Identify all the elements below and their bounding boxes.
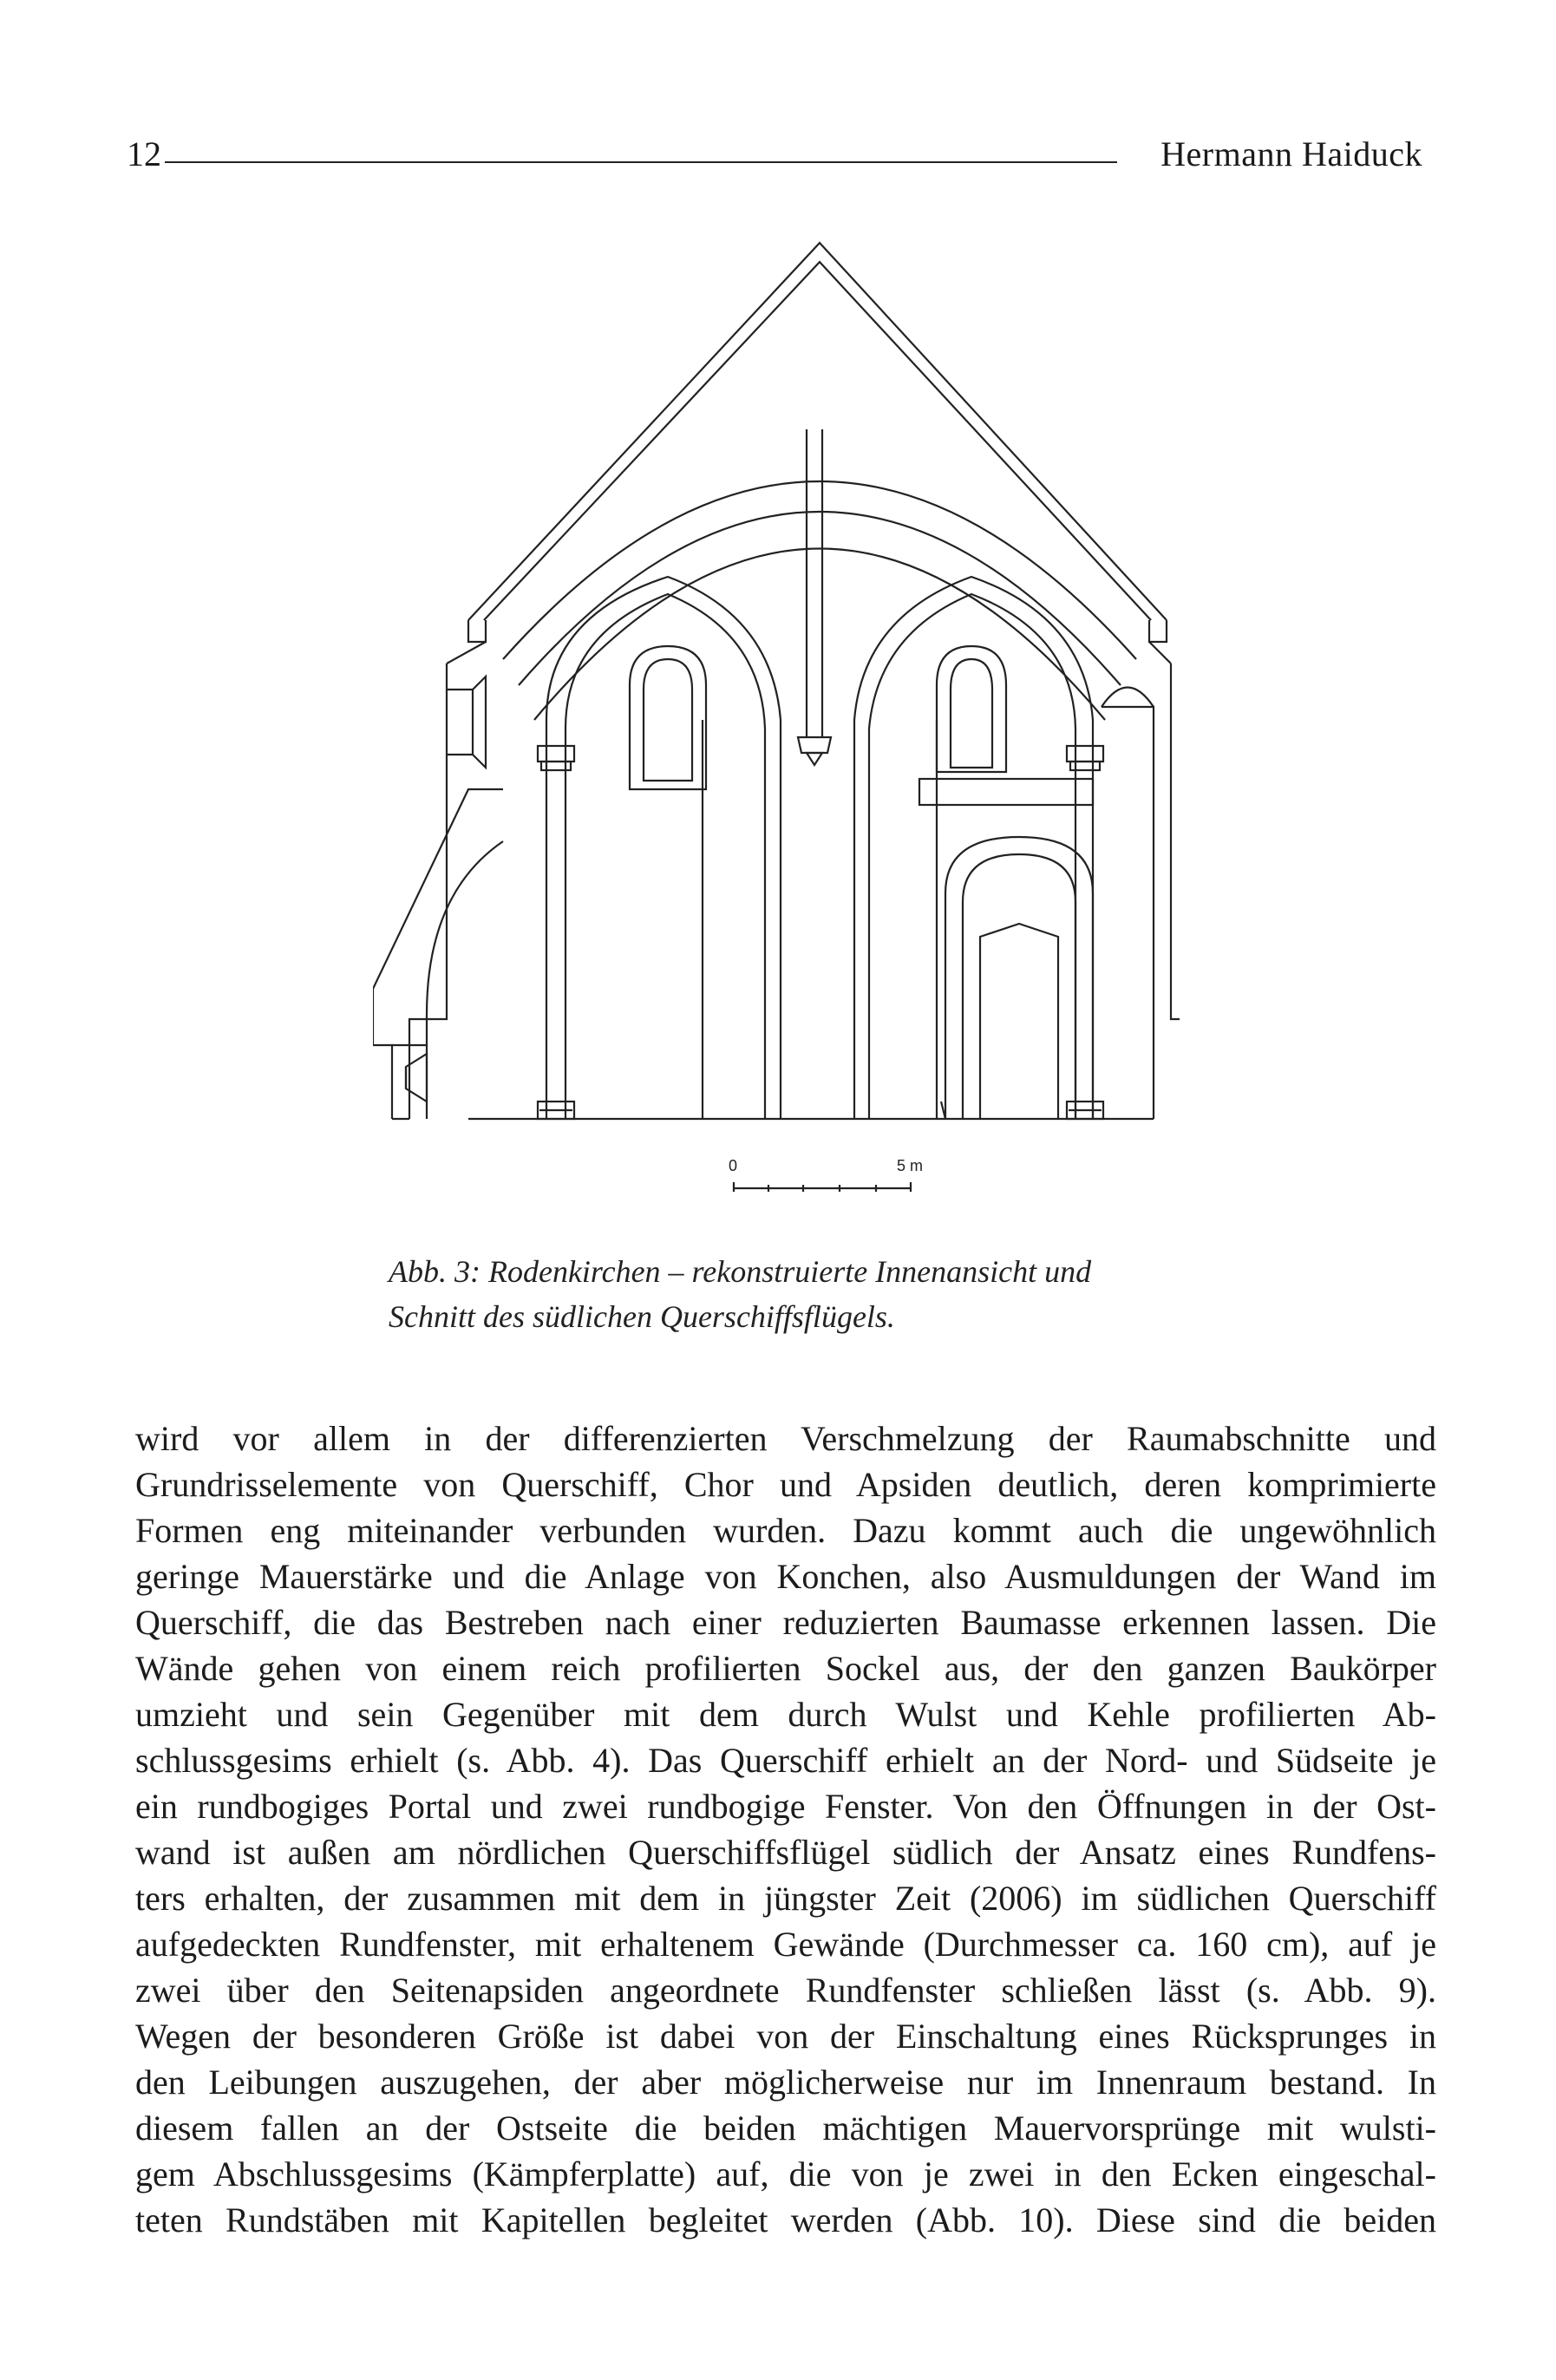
- caption-line-1: Abb. 3: Rodenkirchen – rekonstruierte Innenansicht und: [389, 1254, 1092, 1289]
- roof-gable-outer: [468, 243, 1167, 620]
- body-line: wand ist außen am nördlichen Querschiffsflügel südlich der Ansatz eines Rundfens-: [135, 1833, 1436, 1872]
- body-line: Grundrisselemente von Querschiff, Chor und Apsiden deutlich, deren komprimierte: [135, 1465, 1436, 1504]
- body-line: diesem fallen an der Ostseite die beiden mächtigen Mauervorsprünge mit wulsti-: [135, 2109, 1436, 2148]
- scale-end-label: 5 m: [897, 1157, 924, 1174]
- body-line: zwei über den Seitenapsiden angeordnete Rundfenster schließen lässt (s. Abb. 9).: [135, 1971, 1436, 2010]
- left-window: [630, 646, 706, 789]
- body-line: wird vor allem in der differenzierten Verschmelzung der Raumabschnitte und: [135, 1419, 1436, 1458]
- vault-third-arc: [534, 549, 1105, 721]
- body-line: gem Abschlussgesims (Kämpferplatte) auf, die von je zwei in den Ecken eingeschal-: [135, 2154, 1436, 2194]
- gallery-beam: [919, 779, 1093, 805]
- left-wall-outer: [409, 664, 447, 1119]
- body-line: Formen eng miteinander verbunden wurden. Dazu kommt auch die ungewöhnlich: [135, 1511, 1436, 1550]
- page-header: [127, 128, 1422, 180]
- body-paragraph: [135, 1416, 1436, 2243]
- header-rule: [165, 161, 1117, 163]
- left-apse-arch: [427, 841, 503, 1119]
- body-line: umzieht und sein Gegenüber mit dem durch Wulst und Kehle profilierten Ab-: [135, 1695, 1436, 1734]
- roof-gable-inner: [484, 262, 1151, 620]
- running-head-author: Hermann Haiduck: [1160, 134, 1422, 173]
- body-line: Querschiff, die das Bestreben nach einer reduzierten Baumasse erkennen lassen. Die: [135, 1603, 1436, 1642]
- body-line: Wegen der besonderen Größe ist dabei von der Einschaltung eines Rücksprunges in: [135, 2017, 1436, 2056]
- body-line: aufgedeckten Rundfenster, mit erhaltenem Gewände (Durchmesser ca. 160 cm), auf je: [135, 1925, 1436, 1964]
- vault-outer-arc: [503, 481, 1136, 659]
- body-line: Wände gehen von einem reich profilierten Sockel aus, der den ganzen Baukörper: [135, 1649, 1436, 1688]
- vault-second-arc: [519, 512, 1121, 685]
- right-window: [937, 646, 1006, 772]
- caption-line-2: Schnitt des südlichen Querschiffsflügels.: [389, 1299, 895, 1334]
- left-capital: [538, 746, 574, 762]
- page-number: 12: [127, 134, 161, 173]
- right-bay-arch-inner: [869, 594, 1075, 729]
- body-line: ein rundbogiges Portal und zwei rundbogige Fenster. Von den Öffnungen in der Ost-: [135, 1787, 1436, 1826]
- body-line: ters erhalten, der zusammen mit dem in jüngster Zeit (2006) im südlichen Querschiff: [135, 1879, 1436, 1918]
- right-wall-outer: [1171, 664, 1180, 1119]
- scale-zero-label: 0: [729, 1157, 738, 1174]
- body-line: teten Rundstäben mit Kapitellen begleitet werden (Abb. 10). Diese sind die beiden: [135, 2200, 1436, 2239]
- left-pent-roof: [373, 789, 503, 989]
- left-bay-arch-outer: [546, 577, 781, 720]
- right-capital: [1067, 746, 1103, 762]
- door-opening: [980, 924, 1058, 1119]
- figure-caption: [389, 1249, 1221, 1339]
- body-line: den Leibungen auszugehen, der aber möglicherweise nur im Innenraum bestand. In: [135, 2063, 1436, 2102]
- body-line: geringe Mauerstärke und die Anlage von Konchen, also Ausmuldungen der Wand im: [135, 1557, 1436, 1596]
- architectural-section-drawing: [373, 234, 1180, 1232]
- body-line: schlussgesims erhielt (s. Abb. 4). Das Querschiff erhielt an der Nord- und Südseite je: [135, 1741, 1436, 1780]
